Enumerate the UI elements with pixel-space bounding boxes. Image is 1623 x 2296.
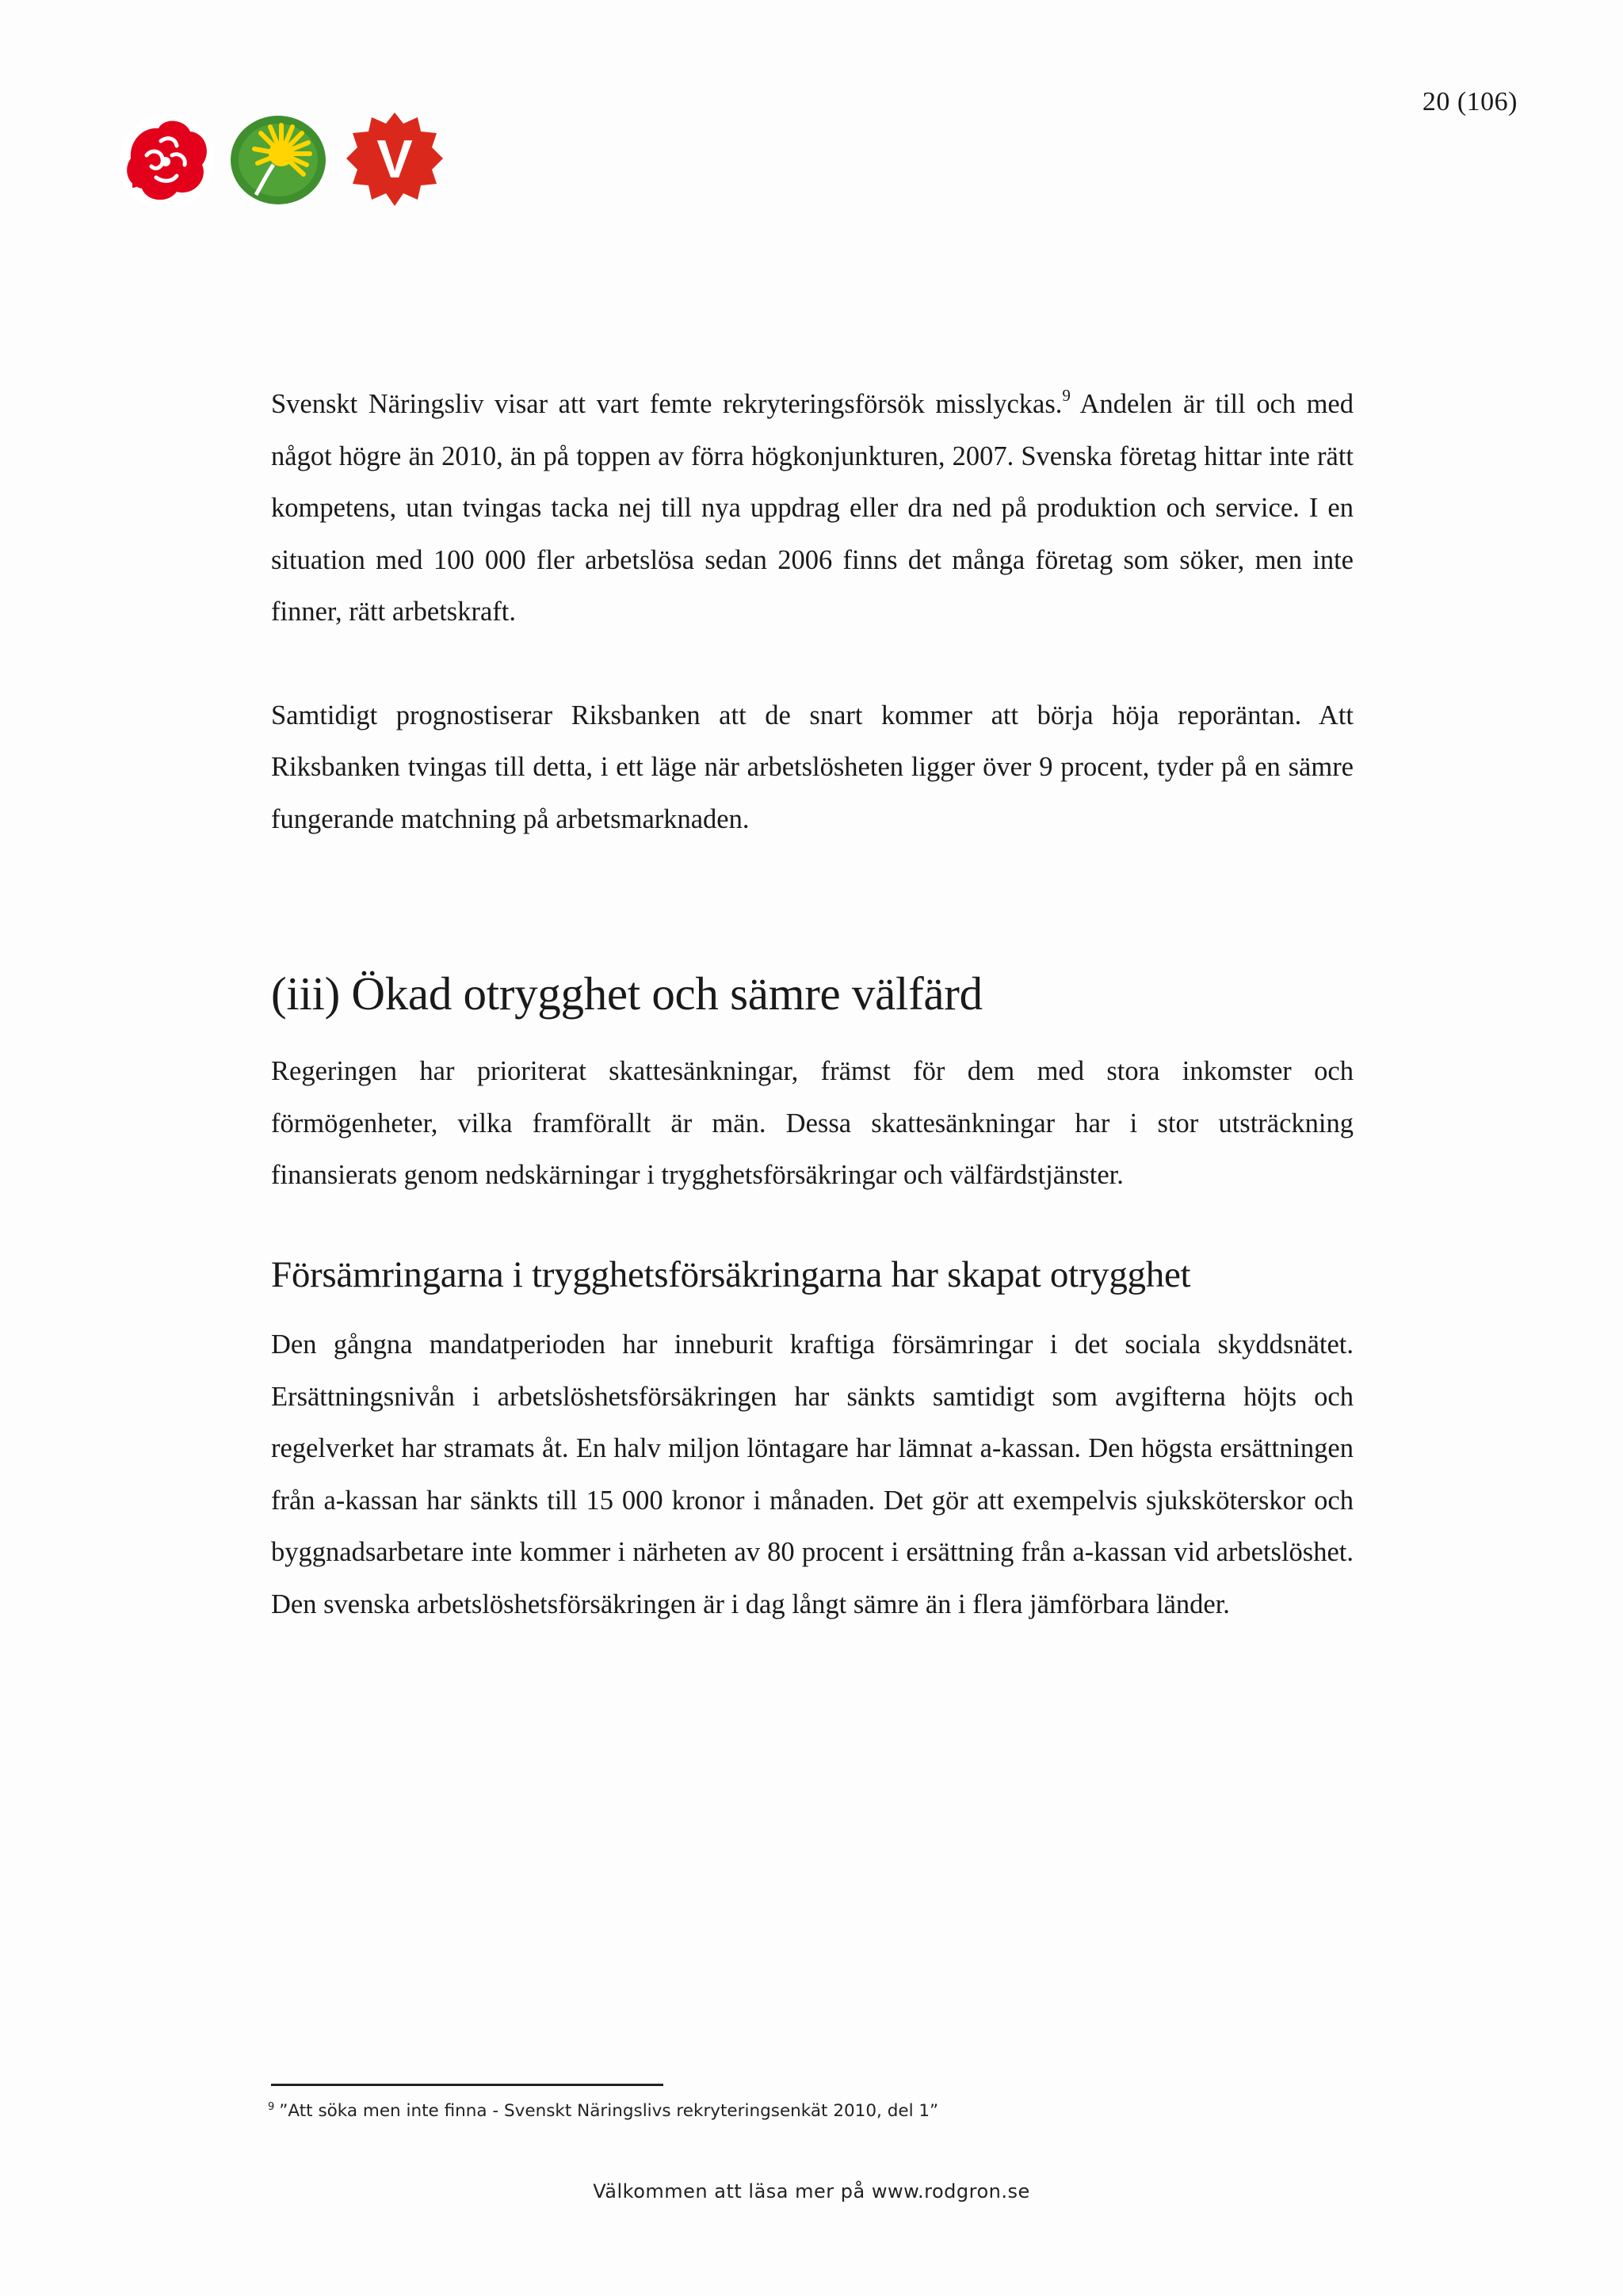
paragraph-3: Regeringen har prioriterat skattesänkningar, främst för dem med stora inkomster och förmögenheter, vilka framförallt är män. Dessa skattesänkningar har i stor utsträckning finansierats genom nedskärningar i trygghetsförsäkringar och välfärdstjänster. xyxy=(271,1056,1354,1190)
paragraph-1 xyxy=(271,379,1354,639)
footnote xyxy=(268,2101,938,2121)
section-heading: (iii) Ökad otrygghet och sämre välfärd xyxy=(271,967,983,1020)
rose-logo-icon xyxy=(115,109,218,212)
paragraph-4: Den gångna mandatperioden har inneburit kraftiga försämringar i det sociala skyddsnätet. Ersättningsnivån i arbetslöshetsförsäkringen har sänkts samtidigt som avgifterna höjts och regelverket har stramats åt. En halv miljon löntagare har lämnat a-kassan. Den högsta ersättningen från a-kassan har sänkts till 15 000 kronor i månaden. Det gör att exempelvis sjuksköterskor och byggnadsarbetare inte kommer i närheten av 80 procent i ersättning från a-kassan vid arbetslöshet. Den svenska arbetslöshetsförsäkringen är i dag långt sämre än i flera jämförbara länder. xyxy=(271,1329,1354,1619)
page-footer[interactable]: Välkommen att läsa mer på www.rodgron.se xyxy=(593,2180,1030,2203)
page-number: 20 (106) xyxy=(1422,87,1518,116)
dandelion-logo-icon xyxy=(224,108,332,211)
paragraph-1-text: Svenskt Näringsliv visar att vart femte rekryteringsförsök misslyckas. xyxy=(271,389,1063,419)
footnote-ref[interactable]: 9 xyxy=(1062,386,1071,405)
section-intro xyxy=(271,1046,1354,1202)
subsection-body xyxy=(271,1319,1354,1630)
subsection-heading: Försämringarna i trygghetsförsäkringarna har skapat otrygghet xyxy=(271,1254,1191,1295)
v-letter: V xyxy=(376,129,413,189)
paragraph-1-text-cont: Andelen är till och med något högre än 2010, än på toppen av förra högkonjunkturen, 2007. Svenska företag hittar inte rätt kompetens, utan tvingas tacka nej till nya uppdrag eller dra ned på produktion och service. I en situation med 100 000 fler arbetslösa sedan 2006 finns det många företag som söker, men inte finner, rätt arbetskraft. xyxy=(271,389,1354,627)
footnote-text: ”Att söka men inte finna - Svenskt Näringslivs rekryteringsenkät 2010, del 1” xyxy=(279,2101,939,2121)
footnote-number: 9 xyxy=(268,2101,275,2113)
intro-section xyxy=(271,379,1354,845)
paragraph-2: Samtidigt prognostiserar Riksbanken att de snart kommer att börja höja reporäntan. Att Riksbanken tvingas till detta, i ett läge när arbetslösheten ligger över 9 procent, tyder på en sämre fungerande matchning på arbetsmarknaden. xyxy=(271,700,1354,834)
footnote-divider xyxy=(271,2084,663,2086)
carnation-v-logo-icon xyxy=(345,109,445,209)
